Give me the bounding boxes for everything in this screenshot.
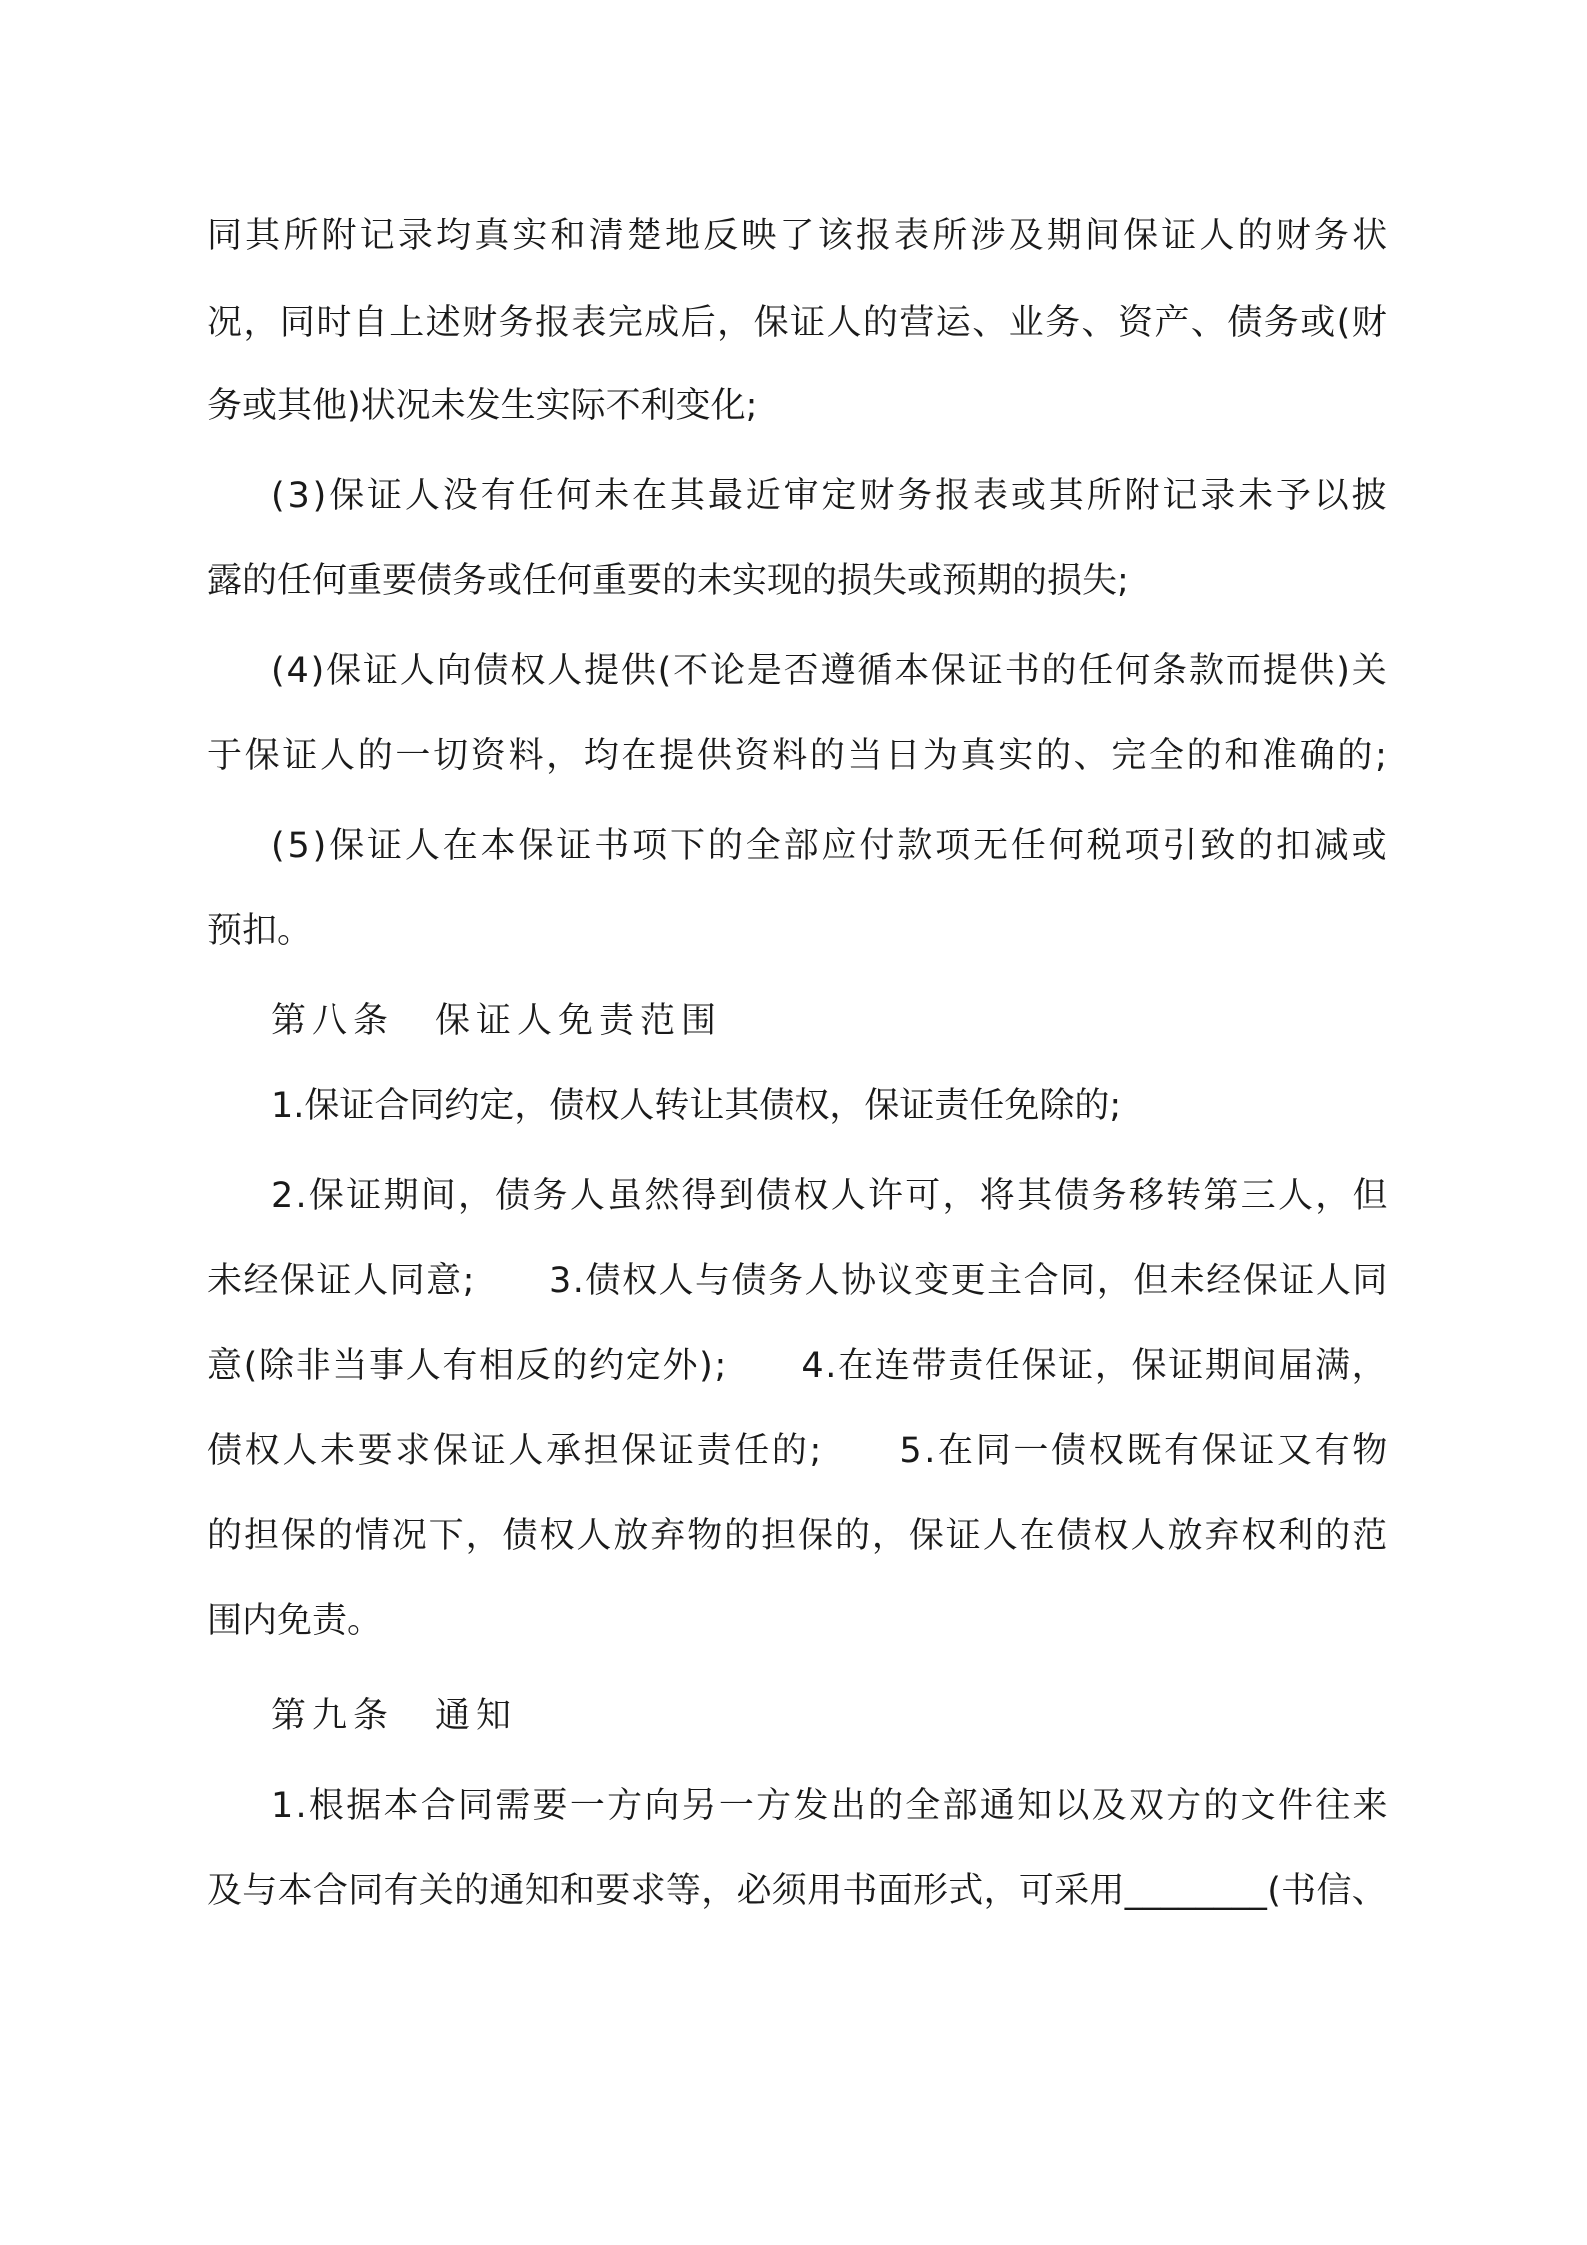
text-line: (5)保证人在本保证书项下的全部应付款项无任何税项引致的扣减或 <box>271 826 1390 866</box>
section-heading: 第九条 通知 <box>271 1696 518 1736</box>
text-line: 债权人未要求保证人承担保证责任的; 5.在同一债权既有保证又有物 <box>207 1431 1390 1471</box>
text-line: 2.保证期间，债务人虽然得到债权人许可，将其债务移转第三人，但 <box>271 1176 1390 1216</box>
text-line: 1.保证合同约定，债权人转让其债权，保证责任免除的; <box>271 1086 1122 1126</box>
text-line: 及与本合同有关的通知和要求等，必须用书面形式，可采用________(书信、 <box>207 1871 1388 1911</box>
text-line: 同其所附记录均真实和清楚地反映了该报表所涉及期间保证人的财务状 <box>207 216 1391 256</box>
text-line: 预扣。 <box>207 911 313 951</box>
text-line: (3)保证人没有任何未在其最近审定财务报表或其所附记录未予以披 <box>271 476 1390 516</box>
text-line: 1.根据本合同需要一方向另一方发出的全部通知以及双方的文件往来 <box>271 1786 1390 1826</box>
text-line: 务或其他)状况未发生实际不利变化; <box>207 386 758 426</box>
text-line: 的担保的情况下，债权人放弃物的担保的，保证人在债权人放弃权利的范 <box>207 1516 1390 1556</box>
text-line: 意(除非当事人有相反的约定外); 4.在连带责任保证，保证期间届满， <box>207 1346 1389 1386</box>
text-line: (4)保证人向债权人提供(不论是否遵循本保证书的任何条款而提供)关 <box>271 651 1389 691</box>
text-line: 围内免责。 <box>207 1601 383 1641</box>
text-line: 未经保证人同意; 3.债权人与债务人协议变更主合同，但未经保证人同 <box>207 1261 1389 1301</box>
section-heading: 第八条 保证人免责范围 <box>271 1001 723 1041</box>
text-line: 况，同时自上述财务报表完成后，保证人的营运、业务、资产、债务或(财 <box>207 303 1389 343</box>
text-line: 露的任何重要债务或任何重要的未实现的损失或预期的损失; <box>207 561 1129 601</box>
text-line: 于保证人的一切资料，均在提供资料的当日为真实的、完全的和准确的; <box>207 736 1390 776</box>
